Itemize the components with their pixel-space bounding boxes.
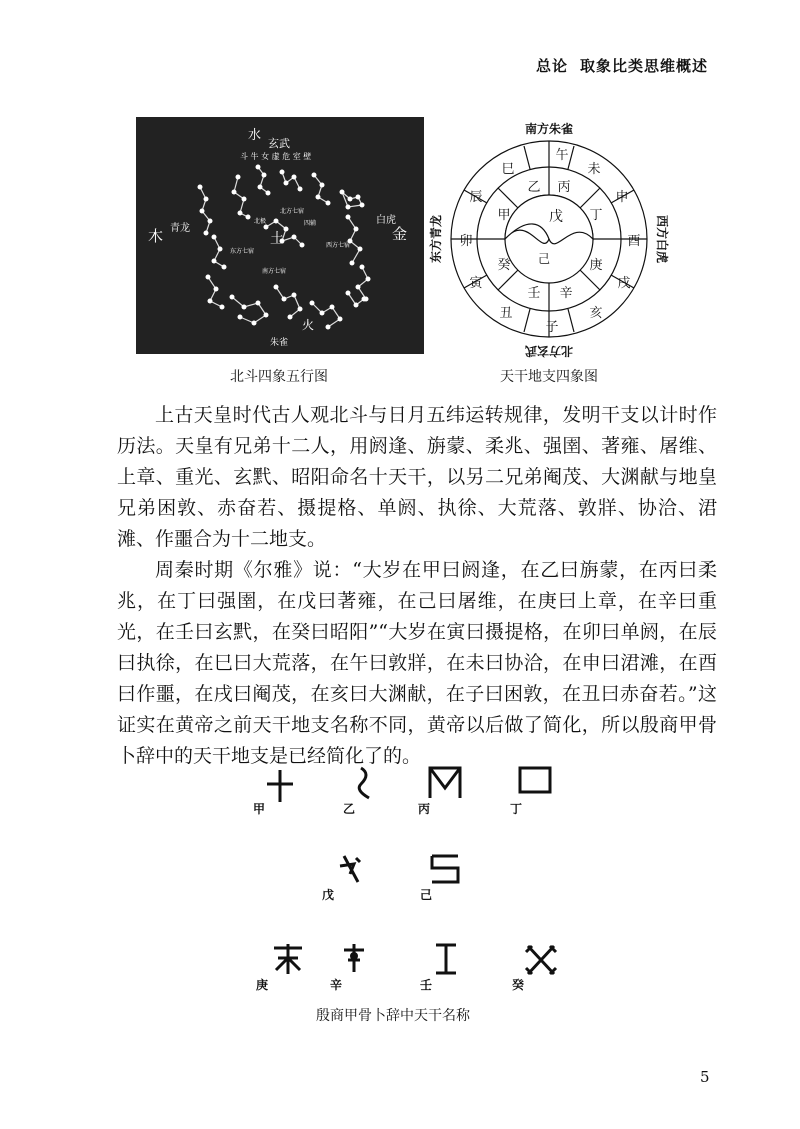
label-east: 东方青龙 <box>429 214 443 264</box>
oracle-label-ji: 己 <box>420 888 433 902</box>
stems-branches-four-symbols-figure <box>429 117 669 361</box>
page-number: 5 <box>700 1068 710 1086</box>
north-mansions-label: 北方七宿 <box>280 208 305 215</box>
element-metal: 金 <box>392 225 408 243</box>
oracle-wu-glyph <box>338 852 364 886</box>
north-symbol: 玄武 <box>268 137 290 150</box>
element-wood: 木 <box>148 227 164 245</box>
oracle-ren-glyph <box>432 942 460 976</box>
body-text <box>117 400 717 772</box>
element-earth: 土 <box>270 231 284 247</box>
north-stars: 斗 牛 女 虚 危 室 壁 <box>240 152 312 161</box>
paragraph-1: 上古天皇时代古人观北斗与日月五纬运转规律，发明干支以计时作历法。天皇有兄弟十二人，用阏逢、旃蒙、柔兆、强圉、著雍、屠维、上章、重光、玄黓、昭阳命名十天干，以另二兄弟阉茂、大渊献与地皇兄弟困敦、赤奋若、摄提格、单阏、执徐、大荒落、敦牂、协洽、涒滩、作噩合为十二地支。 <box>117 404 717 550</box>
oracle-jia-glyph <box>265 768 295 804</box>
center-ji: 己 <box>537 252 551 266</box>
oracle-xin-glyph <box>340 942 368 978</box>
stem-jia: 甲 <box>497 208 511 223</box>
branch-wei: 未 <box>587 162 601 177</box>
oracle-yi-glyph <box>353 764 379 802</box>
oracle-ding-glyph <box>518 766 552 794</box>
branch-mao: 卯 <box>459 234 473 249</box>
branch-xu: 戌 <box>617 276 631 291</box>
label-north: 北方玄武 <box>524 344 574 358</box>
south-symbol: 朱雀 <box>270 338 289 348</box>
west-symbol: 白虎 <box>376 215 396 226</box>
label-west: 西方白虎 <box>655 214 669 264</box>
oracle-geng-glyph <box>270 942 306 976</box>
oracle-label-ren: 壬 <box>420 978 433 992</box>
east-mansions-label: 东方七宿 <box>230 248 255 255</box>
center-wu: 戊 <box>549 209 563 225</box>
stem-ding: 丁 <box>589 208 603 223</box>
stem-yi: 乙 <box>527 180 541 195</box>
south-mansions-label: 南方七宿 <box>262 268 287 275</box>
branch-you: 酉 <box>627 234 641 249</box>
header-title: 取象比类思维概述 <box>579 57 708 75</box>
branch-zi: 子 <box>545 320 559 335</box>
element-water: 水 <box>248 128 262 143</box>
stem-ren: 壬 <box>527 286 541 301</box>
branch-shen: 申 <box>615 190 629 205</box>
oracle-bing-glyph <box>428 766 462 800</box>
branch-hai: 亥 <box>589 306 603 321</box>
stem-gui: 癸 <box>497 258 511 273</box>
branch-wu: 午 <box>555 148 569 163</box>
paragraph-2: 周秦时期《尔雅》说：“大岁在甲曰阏逢，在乙曰旃蒙，在丙曰柔兆，在丁曰强圉，在戊曰著雍，在己曰屠维，在庚曰上章，在辛曰重光，在壬曰玄黓，在癸曰昭阳”“大岁在寅曰摄提格，在卯曰单阏，在辰曰执徐，在巳曰大荒落，在午曰敦牂，在未曰协洽，在申曰涒滩，在酉曰作噩，在戌曰阉茂，在亥曰大渊献，在子曰困敦，在丑曰赤奋若。”这证实在黄帝之前天干地支名称不同，黄帝以后做了简化，所以殷商甲骨卜辞中的天干地支是已经简化了的。 <box>117 559 717 767</box>
stems-branches-wheel <box>429 117 669 361</box>
oracle-label-xin: 辛 <box>330 978 343 992</box>
east-symbol: 青龙 <box>170 223 190 234</box>
label-south: 南方朱雀 <box>524 122 574 136</box>
oracle-caption: 殷商甲骨卜辞中天干名称 <box>316 1008 470 1024</box>
stem-xin: 辛 <box>559 286 573 301</box>
branch-si: 巳 <box>501 162 515 177</box>
oracle-label-ding: 丁 <box>510 802 523 816</box>
figure-left-caption: 北斗四象五行图 <box>230 369 328 385</box>
stem-geng: 庚 <box>589 258 603 273</box>
element-fire: 火 <box>302 318 315 332</box>
west-mansions-label: 西方七宿 <box>326 242 351 249</box>
center-label: 北极 <box>254 218 267 225</box>
figure-right-caption: 天干地支四象图 <box>500 369 598 385</box>
oracle-label-geng: 庚 <box>256 978 269 992</box>
branch-chen: 辰 <box>469 190 483 205</box>
oracle-label-gui: 癸 <box>512 978 525 992</box>
oracle-label-jia: 甲 <box>253 802 266 816</box>
oracle-label-bing: 丙 <box>418 802 431 816</box>
center-label-2: 四辅 <box>304 220 317 227</box>
branch-yin: 寅 <box>469 276 483 291</box>
running-header <box>524 55 708 76</box>
stem-bing: 丙 <box>557 180 571 195</box>
oracle-label-wu: 戊 <box>322 888 335 902</box>
big-dipper-four-symbols-figure <box>136 117 424 354</box>
branch-chou: 丑 <box>499 306 513 321</box>
oracle-label-yi: 乙 <box>343 802 356 816</box>
star-map-diagram <box>136 117 424 354</box>
oracle-ji-glyph <box>428 852 462 886</box>
header-section: 总论 <box>535 57 568 75</box>
oracle-gui-glyph <box>524 942 558 978</box>
